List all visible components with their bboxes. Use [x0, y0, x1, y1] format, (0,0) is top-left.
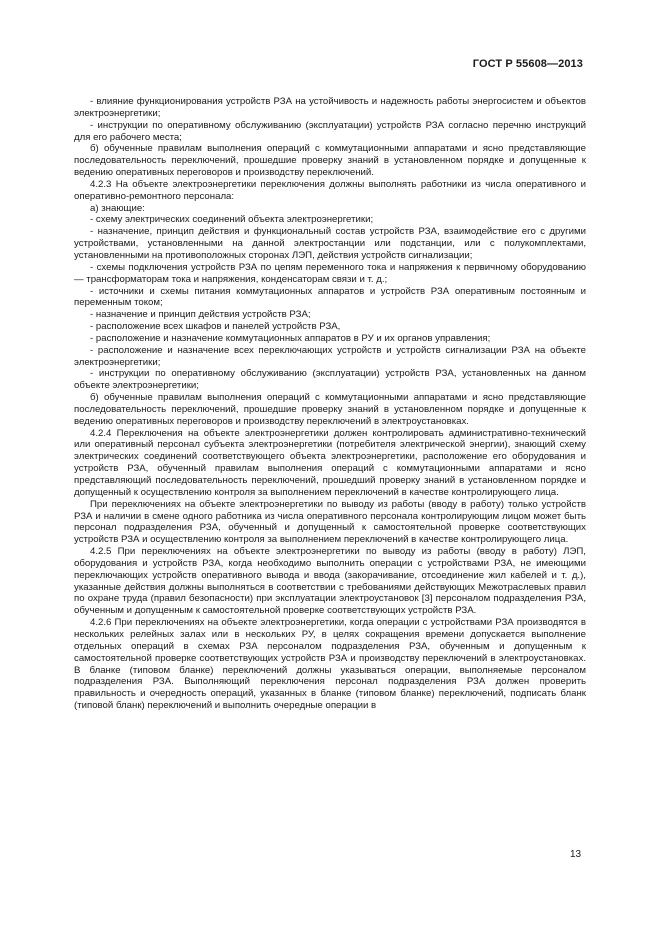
- paragraph: 4.2.5 При переключениях на объекте электроэнергетики по выводу из работы (вводу в работу) ЛЭП, оборудования и устройств РЗА, когда необходимо выполнить операции с устройствами РЗА, не имеющими переключающих устройств оперативного вывода и ввода (закорачивание, отсоединение жил кабелей и т. д.), указанные действия должны выполняться в соответствии с требованиями действующих Межотраслевых правил по охране труда (правил безопасности) при эксплуатации электроустановок [3] персоналом подразделения РЗА, обученным и допущенным к самостоятельной проверке соответствующих устройств РЗА.: [74, 546, 586, 617]
- paragraph: При переключениях на объекте электроэнергетики по выводу из работы (вводу в работу) только устройств РЗА и наличии в смене одного работника из числа оперативного персонала контролирующим лицом может быть персонал подразделения РЗА, обученный и допущенный к самостоятельной проверке соответствующих устройств РЗА и осуществлению контроля за выполнением переключений в качестве контролирующего лица.: [74, 498, 586, 546]
- paragraph: - назначение и принцип действия устройств РЗА;: [90, 309, 311, 321]
- paragraph: - инструкции по оперативному обслуживанию (эксплуатации) устройств РЗА согласно перечню инструкций для его рабочего места;: [74, 119, 586, 143]
- paragraph: - схемы подключения устройств РЗА по цепям переменного тока и напряжения к первичному оборудованию — трансформаторам тока и напряжения, конденсаторам связи и т. д.;: [74, 261, 586, 285]
- paragraph: б) обученные правилам выполнения операций с коммутационными аппаратами и ясно представляющие последовательность переключений, прошедшие проверку знаний в установленном порядке и допущенные к ведению оперативных переговоров и производству переключений.: [74, 143, 586, 179]
- standard-code-header: ГОСТ Р 55608—2013: [472, 58, 583, 70]
- paragraph: - инструкции по оперативному обслуживанию (эксплуатации) устройств РЗА, установленных на данном объекте электроэнергетики;: [74, 368, 586, 392]
- paragraph: б) обученные правилам выполнения операций с коммутационными аппаратами и ясно представляющие последовательность переключений, прошедшие проверку знаний в установленном порядке и допущенные к ведению оперативных переговоров и производству переключений в электроустановках.: [74, 392, 586, 427]
- paragraph: 4.2.4 Переключения на объекте электроэнергетики должен контролировать административно-технический или оперативный персонал субъекта электроэнергетики (потребителя электрической энергии), знающий схему электрических соединений соответствующего объекта электроэнергетики, расположение его оборудования и устройств РЗА, обученный правилам выполнения операций с коммутационными аппаратами и ясно представляющий последовательность переключений, прошедший проверку знаний в установленном порядке и допущенный к осуществлению контроля за выполнением переключений в качестве контролирующего лица.: [74, 427, 586, 498]
- paragraph: 4.2.6 При переключениях на объекте электроэнергетики, когда операции с устройствами РЗА производятся в нескольких релейных залах или в нескольких РУ, в целях сокращения времени допускается выполнение отдельных операций в схемах РЗА персоналом подразделения РЗА, обученным и допущенным к самостоятельной проверке соответствующих устройств РЗА и производству переключений в электроустановках. В бланке (типовом бланке) переключений должны указываться операции, выполняемые персоналом подразделения РЗА. Выполняющий переключения персонал подразделения РЗА должен проверить правильность и очередность операций, указанных в бланке (типовом бланке) переключений, подписать бланк (типовой бланк) переключений и выполнить очередные операции в: [74, 617, 586, 712]
- document-body: [74, 96, 586, 712]
- paragraph: 4.2.3 На объекте электроэнергетики переключения должны выполнять работники из числа оперативного и оперативно-ремонтного персонала:: [74, 178, 586, 202]
- paragraph: а) знающие:: [90, 202, 145, 214]
- paragraph: - влияние функционирования устройств РЗА на устойчивость и надежность работы энергосистем и объектов электроэнергетики;: [74, 96, 586, 119]
- page-number: 13: [570, 849, 582, 860]
- paragraph: - источники и схемы питания коммутационных аппаратов и устройств РЗА оперативным постоянным и переменным током;: [74, 285, 586, 309]
- paragraph: - схему электрических соединений объекта электроэнергетики;: [90, 214, 374, 226]
- paragraph: - расположение всех шкафов и панелей устройств РЗА,: [90, 321, 341, 333]
- paragraph: - расположение и назначение коммутационных аппаратов в РУ и их органов управления;: [90, 332, 491, 344]
- paragraph: - расположение и назначение всех переключающих устройств и устройств сигнализации РЗА на объекте электроэнергетики;: [74, 344, 586, 368]
- paragraph: - назначение, принцип действия и функциональный состав устройств РЗА, взаимодействие его с другими устройствами, установленными на данной электростанции или подстанции, или с полукомплектами, установленными на противоположных сторонах ЛЭП, действия устройств сигнализации;: [74, 226, 586, 261]
